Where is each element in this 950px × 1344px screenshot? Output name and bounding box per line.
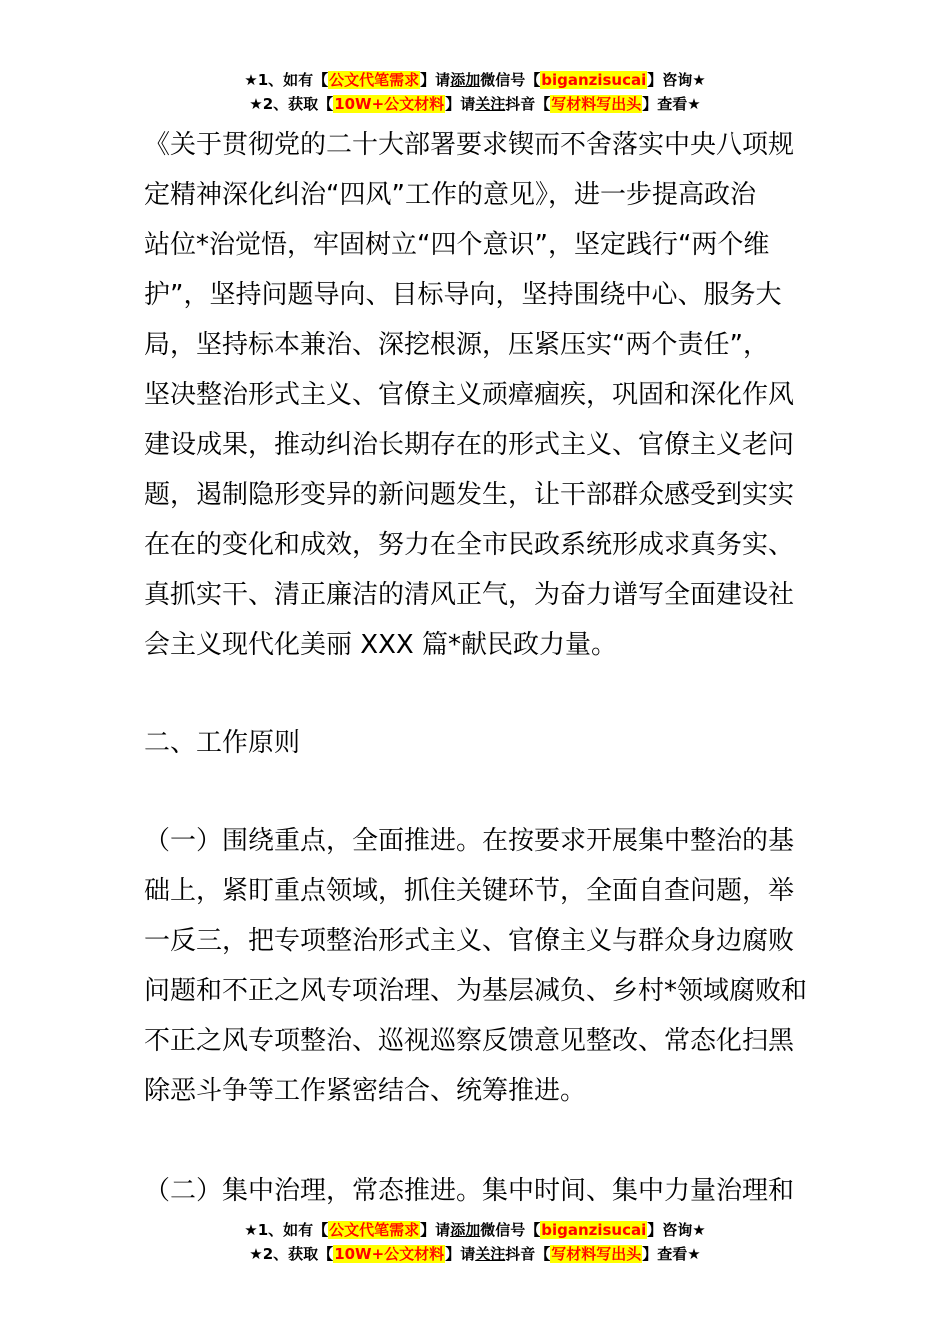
banner-highlight-service: 公文代笔需求 <box>329 1221 420 1239</box>
banner-line-2 <box>0 92 950 116</box>
paragraph-intro <box>144 120 812 670</box>
banner-text: ★1、如有【 <box>244 1221 329 1239</box>
heading-work-principles: 二、工作原则 <box>144 728 301 758</box>
banner-text: 抖音【 <box>505 1245 551 1263</box>
banner-highlight-service: 公文代笔需求 <box>329 71 420 89</box>
banner-text: ★2、获取【 <box>249 95 334 113</box>
banner-text-underlined: 关注 <box>475 1245 506 1263</box>
paragraph-principle-2 <box>144 1166 812 1216</box>
banner-highlight-wechat-id: biganzisucai <box>541 71 647 89</box>
banner-highlight-materials: 10W+公文材料 <box>334 95 445 113</box>
footer-banner <box>0 1218 950 1266</box>
paragraph-line: 站位*治觉悟，牢固树立“四个意识”，坚定践行“两个维 <box>144 230 770 260</box>
paragraph-line: 坚决整治形式主义、官僚主义顽瘴痼疾，巩固和深化作风 <box>144 380 795 410</box>
banner-text: 抖音【 <box>505 95 551 113</box>
banner-text: 】请 <box>445 1245 476 1263</box>
banner-text: 】咨询★ <box>647 1221 706 1239</box>
paragraph-line: 会主义现代化美丽 XXX 篇*献民政力量。 <box>144 630 617 660</box>
header-banner <box>0 68 950 116</box>
banner-text: 】请 <box>420 1221 451 1239</box>
paragraph-line: 在在的变化和成效，努力在全市民政系统形成求真务实、 <box>144 530 795 560</box>
banner-line-1 <box>0 68 950 92</box>
banner-text: 微信号【 <box>480 1221 541 1239</box>
paragraph-line: 局，坚持标本兼治、深挖根源，压紧压实“两个责任”， <box>144 330 769 360</box>
banner-highlight-materials: 10W+公文材料 <box>334 1245 445 1263</box>
banner-text: 】请 <box>420 71 451 89</box>
paragraph-line: 不正之风专项整治、巡视巡察反馈意见整改、常态化扫黑 <box>144 1026 795 1056</box>
paragraph-line: 础上，紧盯重点领域，抓住关键环节，全面自查问题，举 <box>144 876 795 906</box>
paragraph-line: 一反三，把专项整治形式主义、官僚主义与群众身边腐败 <box>144 926 795 956</box>
banner-line-2 <box>0 1242 950 1266</box>
paragraph-line: 《关于贯彻党的二十大部署要求锲而不舍落实中央八项规 <box>144 130 795 160</box>
banner-line-1 <box>0 1218 950 1242</box>
paragraph-line: 护”，坚持问题导向、目标导向，坚持围绕中心、服务大 <box>144 280 782 310</box>
banner-text: 】查看★ <box>642 1245 701 1263</box>
banner-text-underlined: 关注 <box>475 95 506 113</box>
paragraph-line: （一）围绕重点，全面推进。在按要求开展集中整治的基 <box>144 826 795 856</box>
banner-text: ★1、如有【 <box>244 71 329 89</box>
paragraph-line: （二）集中治理，常态推进。集中时间、集中力量治理和 <box>144 1176 795 1206</box>
banner-text-underlined: 添加 <box>450 71 481 89</box>
paragraph-line: 真抓实干、清正廉洁的清风正气，为奋力谱写全面建设社 <box>144 580 795 610</box>
banner-text: ★2、获取【 <box>249 1245 334 1263</box>
banner-highlight-wechat-id: biganzisucai <box>541 1221 647 1239</box>
banner-text-underlined: 添加 <box>450 1221 481 1239</box>
paragraph-line: 问题和不正之风专项治理、为基层减负、乡村*领域腐败和 <box>144 976 808 1006</box>
paragraph-principle-1 <box>144 816 812 1116</box>
banner-text: 】查看★ <box>642 95 701 113</box>
paragraph-line: 定精神深化纠治“四风”工作的意见》，进一步提高政治 <box>144 180 756 210</box>
section-heading <box>144 718 812 768</box>
banner-highlight-douyin-account: 写材料写出头 <box>551 1245 642 1263</box>
banner-highlight-douyin-account: 写材料写出头 <box>551 95 642 113</box>
banner-text: 微信号【 <box>480 71 541 89</box>
paragraph-line: 题，遏制隐形变异的新问题发生，让干部群众感受到实实 <box>144 480 795 510</box>
paragraph-line: 除恶斗争等工作紧密结合、统筹推进。 <box>144 1076 587 1106</box>
paragraph-line: 建设成果，推动纠治长期存在的形式主义、官僚主义老问 <box>144 430 795 460</box>
banner-text: 】请 <box>445 95 476 113</box>
banner-text: 】咨询★ <box>647 71 706 89</box>
